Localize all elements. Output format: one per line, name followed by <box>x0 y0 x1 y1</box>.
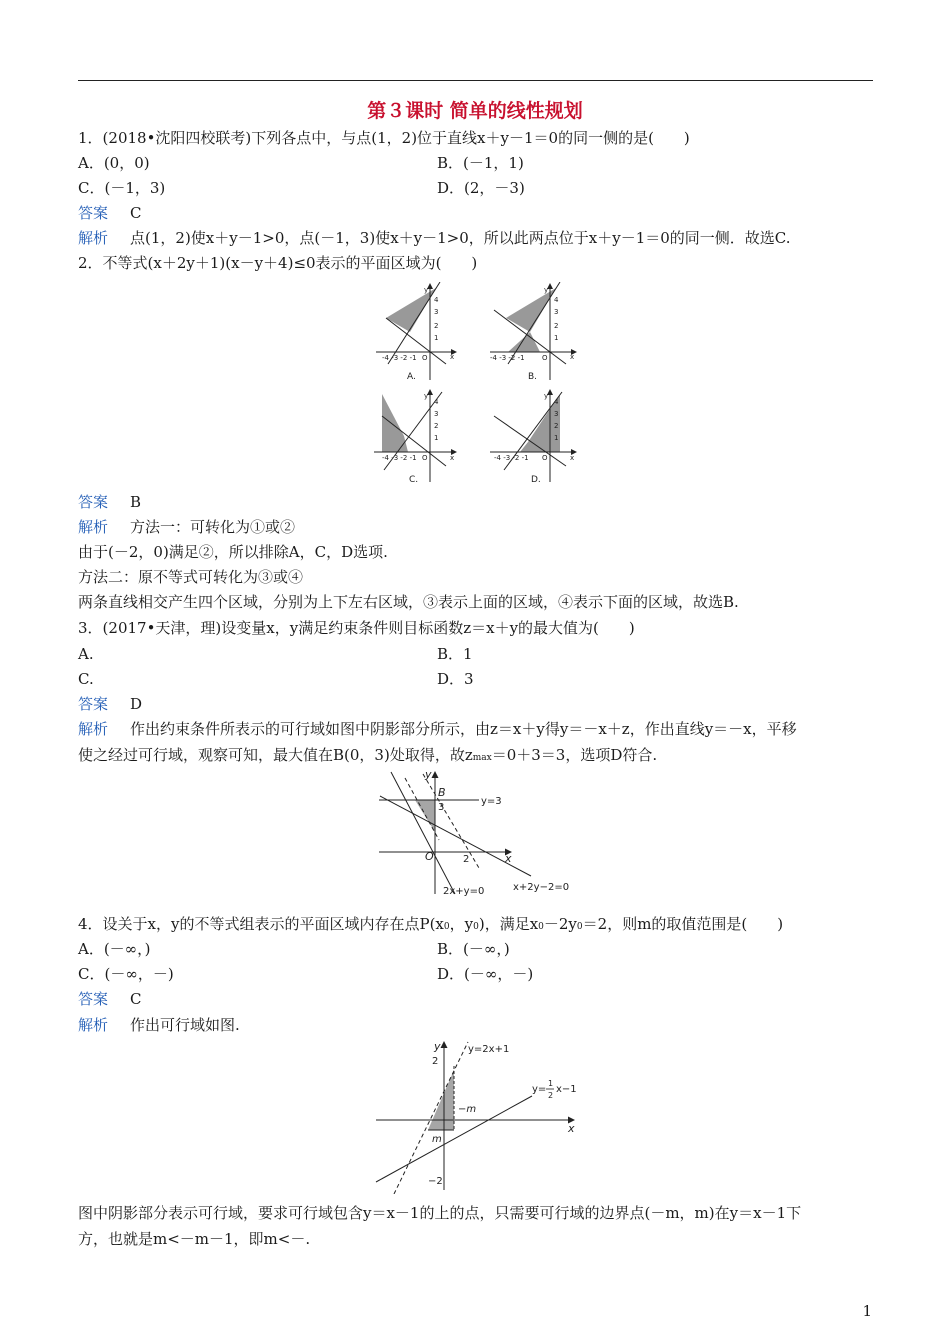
svg-text:2: 2 <box>434 322 439 330</box>
figure-label-b: B. <box>528 372 538 382</box>
top-rule <box>78 80 873 81</box>
q3-option-b: B．1 <box>437 645 473 663</box>
q3-feasible-region-figure <box>375 768 580 898</box>
svg-text:3: 3 <box>434 410 439 418</box>
q1-stem: 1．(2018•沈阳四校联考)下列各点中，与点(1，2)位于直线x＋y－1＝0的同一侧的是( ) <box>78 129 690 147</box>
analysis-label: 解析 <box>78 720 109 738</box>
q1-analysis <box>78 228 791 248</box>
svg-text:x: x <box>450 454 455 462</box>
svg-text:3: 3 <box>554 308 559 316</box>
line-y-half-x-minus-1-prefix: y= <box>532 1084 547 1095</box>
svg-text:4: 4 <box>554 296 559 304</box>
point-b-label: B <box>438 786 446 799</box>
line-2x-plus-y-label: 2x+y=0 <box>443 886 485 897</box>
q3-answer <box>78 694 142 714</box>
q2-analysis <box>78 517 295 537</box>
answer-label: 答案 <box>78 493 109 511</box>
q3-option-a: A. <box>78 645 94 663</box>
tick-2: 2 <box>463 854 470 865</box>
svg-text:1: 1 <box>554 334 559 342</box>
page-number: 1 <box>862 1302 872 1320</box>
svg-text:-4 -3 -2 -1: -4 -3 -2 -1 <box>490 354 525 362</box>
line-y-half-x-minus-1-suffix: x−1 <box>556 1084 577 1095</box>
answer-value: D <box>130 695 143 713</box>
svg-text:2: 2 <box>554 322 559 330</box>
tick-neg-2: −2 <box>428 1176 443 1187</box>
q3-option-c: C. <box>78 670 94 688</box>
q2-analysis-line-3: 方法二：原不等式可转化为③或④ <box>78 568 304 586</box>
shaded-region-bottom <box>508 332 540 352</box>
page-title: 第３课时 简单的线性规划 <box>367 100 583 122</box>
figure-label-d: D. <box>531 475 541 485</box>
subscript-max: max <box>472 753 492 763</box>
q2-figure-d <box>490 390 576 485</box>
q2-figure-a <box>376 282 456 382</box>
q4-analysis <box>78 1015 240 1035</box>
svg-text:O: O <box>422 354 428 362</box>
x-axis-label: x <box>505 852 512 865</box>
svg-text:3: 3 <box>554 410 559 418</box>
q4-option-c: C．(－∞，－) <box>78 965 174 983</box>
analysis-label: 解析 <box>78 1016 109 1034</box>
line-y3-label: y=3 <box>481 796 502 807</box>
analysis-label: 解析 <box>78 518 109 536</box>
analysis-text: 方法一：可转化为①或② <box>130 518 296 536</box>
svg-text:y: y <box>544 392 549 400</box>
answer-label: 答案 <box>78 990 109 1008</box>
q4-feasible-region-figure <box>372 1038 582 1194</box>
svg-text:2: 2 <box>554 422 559 430</box>
svg-text:-4 -3 -2 -1: -4 -3 -2 -1 <box>494 454 529 462</box>
figure-label-c: C. <box>409 475 419 485</box>
q1-answer <box>78 203 142 223</box>
q3-option-d: D．3 <box>437 670 474 688</box>
q3-analysis-line-2: 使之经过可行域，观察可知，最大值在B(0，3)处取得，故zmax＝0＋3＝3，选项D符合. <box>78 746 658 764</box>
answer-value: C <box>130 990 142 1008</box>
q2-figure-c <box>374 390 456 485</box>
line-y-2x-plus-1-label: y=2x+1 <box>468 1044 510 1055</box>
analysis-label: 解析 <box>78 229 109 247</box>
svg-text:-4 -3 -2 -1: -4 -3 -2 -1 <box>382 354 417 362</box>
q1-option-c: C．(－1，3) <box>78 179 166 197</box>
q4-option-d: D．(－∞，－) <box>437 965 534 983</box>
q2-figure-b <box>490 282 576 382</box>
svg-text:y: y <box>544 286 549 294</box>
svg-text:1: 1 <box>554 434 559 442</box>
q2-stem: 2．不等式(x＋2y＋1)(x－y＋4)≤0表示的平面区域为( ) <box>78 254 478 272</box>
shaded-region-top <box>506 288 559 332</box>
y-axis-label: y <box>434 1040 441 1053</box>
y-axis-label: y <box>425 768 432 781</box>
figure-label-a: A. <box>407 372 416 382</box>
answer-value: B <box>130 493 142 511</box>
shaded-region <box>386 288 439 332</box>
svg-text:x: x <box>570 353 575 361</box>
q1-option-b: B．(－1，1) <box>437 154 524 172</box>
svg-text:-4 -3 -2 -1: -4 -3 -2 -1 <box>382 454 417 462</box>
analysis-text: 作出约束条件所表示的可行域如图中阴影部分所示，由z＝x＋y得y＝－x＋z，作出直线y＝－x，平移 <box>130 720 797 738</box>
tick-2: 2 <box>432 1056 439 1067</box>
x-axis-label: x <box>568 1122 575 1135</box>
answer-label: 答案 <box>78 695 109 713</box>
svg-text:O: O <box>542 454 548 462</box>
fraction-numerator: 1 <box>548 1079 554 1088</box>
svg-text:y: y <box>424 392 429 400</box>
line-x-plus-2y-label: x+2y−2=0 <box>513 882 570 893</box>
svg-text:4: 4 <box>554 398 559 406</box>
q3-stem: 3．(2017•天津，理)设变量x，y满足约束条件则目标函数z＝x＋y的最大值为( ) <box>78 619 635 637</box>
svg-text:1: 1 <box>434 434 439 442</box>
svg-text:O: O <box>542 354 548 362</box>
fraction-denominator: 2 <box>548 1091 554 1100</box>
q4-conclusion-line-2: 方，也就是m<－m－1，即m<－. <box>78 1230 311 1248</box>
q2-analysis-line-2: 由于(－2，0)满足②，所以排除A，C，D选项. <box>78 543 388 561</box>
tick-3: 3 <box>438 802 445 813</box>
svg-text:2: 2 <box>434 422 439 430</box>
q3-analysis <box>78 719 797 739</box>
q4-option-a: A．(－∞，) <box>78 940 151 958</box>
svg-text:O: O <box>422 454 428 462</box>
q4-conclusion-line-1: 图中阴影部分表示可行域，要求可行域包含y＝x－1的上的点，只需要可行域的边界点(－m，m)在y＝x－1下 <box>78 1204 802 1222</box>
q1-option-a: A．(0，0) <box>78 154 150 172</box>
answer-value: C <box>130 204 142 222</box>
analysis-text: 点(1，2)使x＋y－1>0，点(－1，3)使x＋y－1>0，所以此两点位于x＋y－1＝0的同一侧．故选C. <box>130 229 791 247</box>
svg-text:y: y <box>424 286 429 294</box>
svg-text:x: x <box>570 454 575 462</box>
svg-text:4: 4 <box>434 296 439 304</box>
analysis-text: 作出可行域如图. <box>130 1016 240 1034</box>
answer-label: 答案 <box>78 204 109 222</box>
svg-text:1: 1 <box>434 334 439 342</box>
svg-text:x: x <box>450 353 455 361</box>
q4-stem: 4．设关于x，y的不等式组表示的平面区域内存在点P(x0，y0)，满足x0－2y0＝2，则m的取值范围是( ) <box>78 915 784 933</box>
q2-option-figures <box>370 282 585 492</box>
svg-text:4: 4 <box>434 398 439 406</box>
origin-label: O <box>425 850 434 863</box>
q2-analysis-line-4: 两条直线相交产生四个区域，分别为上下左右区域，③表示上面的区域，④表示下面的区域，故选B. <box>78 593 739 611</box>
q1-option-d: D．(2，－3) <box>437 179 525 197</box>
q4-option-b: B．(－∞，) <box>437 940 510 958</box>
q2-answer <box>78 492 141 512</box>
neg-m-label: −m <box>458 1104 477 1115</box>
q4-answer <box>78 989 142 1009</box>
m-label: m <box>432 1134 442 1145</box>
svg-text:3: 3 <box>434 308 439 316</box>
